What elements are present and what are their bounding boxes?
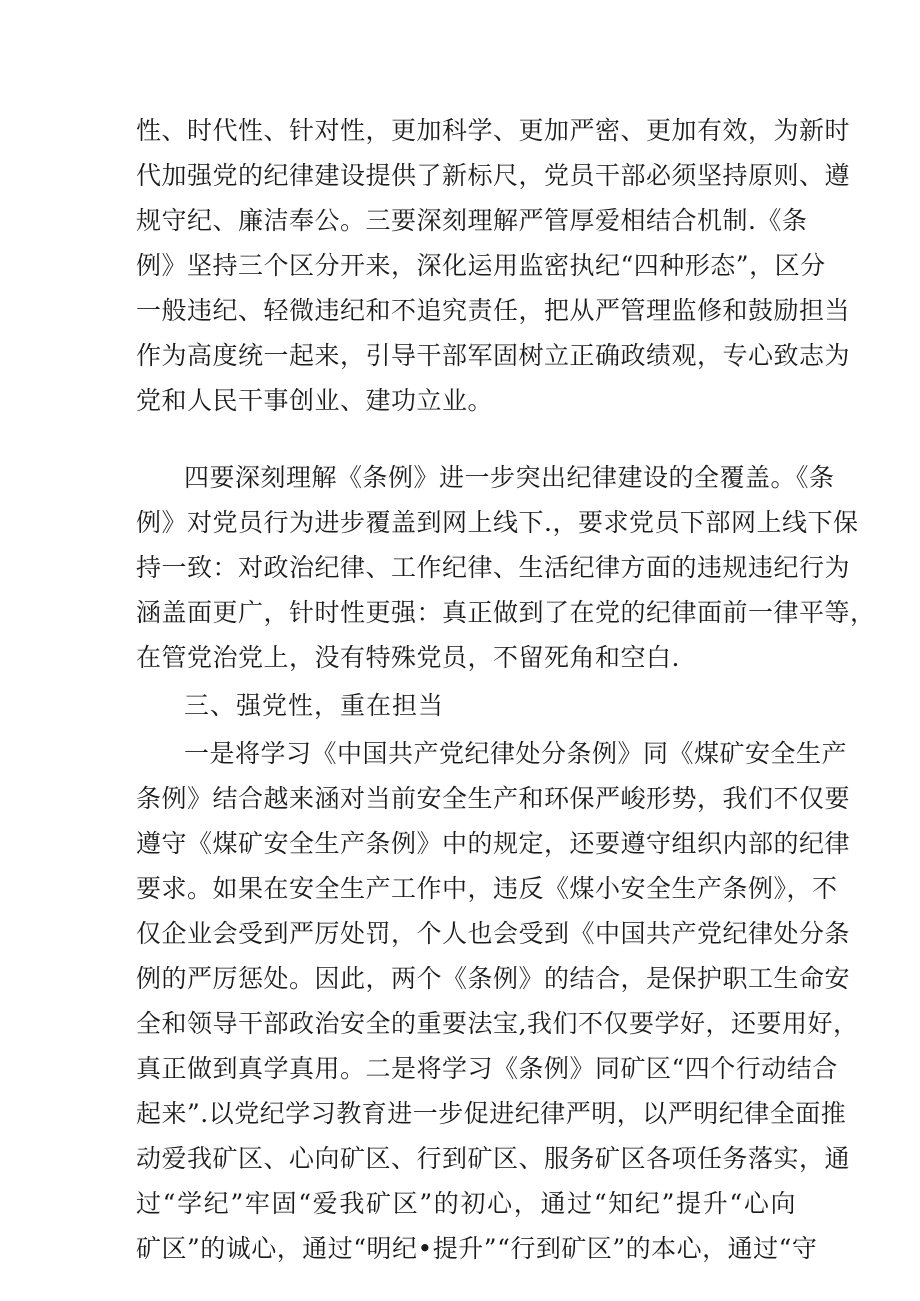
text-line: 矿区”的诚心，通过“明纪•提升”“行到矿区”的本心，通过“守	[136, 1234, 818, 1263]
text-line: 例的严厉惩处。因此，两个《条例》的结合，是保护职工生命安	[136, 964, 851, 993]
text-line: 例》坚持三个区分开来，深化运用监密执纪“四种形态”，区分	[136, 251, 826, 280]
text-line: 涵盖面更广，针时性更强：真正做到了在党的纪律面前一律平等，	[136, 598, 876, 627]
text-line: 党和人民干事创业、建功立业。	[136, 386, 494, 415]
text-line: 一般违纪、轻微违纪和不追究责任，把从严管理监修和鼓励担当	[136, 296, 851, 325]
text-line: 性、时代性、针对性，更加科学、更加严密、更加有效，为新时	[136, 116, 851, 145]
text-line: 全和领导干部政治安全的重要法宝,我们不仅要学好，还要用好，	[136, 1009, 859, 1038]
text-line: 起来”.以党纪学习教育进一步促进纪律严明，以严明纪律全面推	[136, 1099, 847, 1128]
text-line: 在管党治党上，没有特殊党员，不留死角和空白.	[136, 643, 680, 672]
text-line: 例》对党员行为进步覆盖到网上线下.，要求党员下部网上线下保	[136, 508, 859, 537]
text-line: 仅企业会受到严厉处罚，个人也会受到《中国共产党纪律处分条	[136, 919, 851, 948]
section-heading: 三、强党性，重在担当	[184, 691, 445, 720]
text-line: 动爱我矿区、心向矿区、行到矿区、服务矿区各项任务落实，通	[136, 1144, 851, 1173]
text-line: 要求。如果在安全生产工作中，违反《煤小安全生产条例》，不	[136, 874, 838, 903]
text-line: 持一致：对政治纪律、工作纪律、生活纪律方面的违规违纪行为	[136, 553, 851, 582]
text-line: 作为高度统一起来，引导干部军固树立正确政绩观，专心致志为	[136, 341, 851, 370]
text-line: 真正做到真学真用。二是将学习《条例》同矿区“四个行动结合	[136, 1054, 838, 1083]
text-line: 代加强党的纪律建设提供了新标尺，党员干部必须坚持原则、遵	[136, 161, 851, 190]
text-line: 过“学纪”牢固“爱我矿区”的初心，通过“知纪”提升“心向	[136, 1189, 796, 1218]
text-line: 遵守《煤矿安全生产条例》中的规定，还要遵守组织内部的纪律	[136, 829, 851, 858]
text-line: 条例》结合越来涵对当前安全生产和环保严峻形势，我们不仅要	[136, 784, 851, 813]
text-line: 规守纪、廉洁奉公。三要深刻理解严管厚爱相结合机制.《条	[136, 206, 808, 235]
text-line: 一是将学习《中国共产党纪律处分条例》同《煤矿安全生产	[184, 739, 848, 768]
text-line: 四要深刻理解《条例》进一步突出纪律建设的全覆盖。《条	[184, 463, 835, 492]
